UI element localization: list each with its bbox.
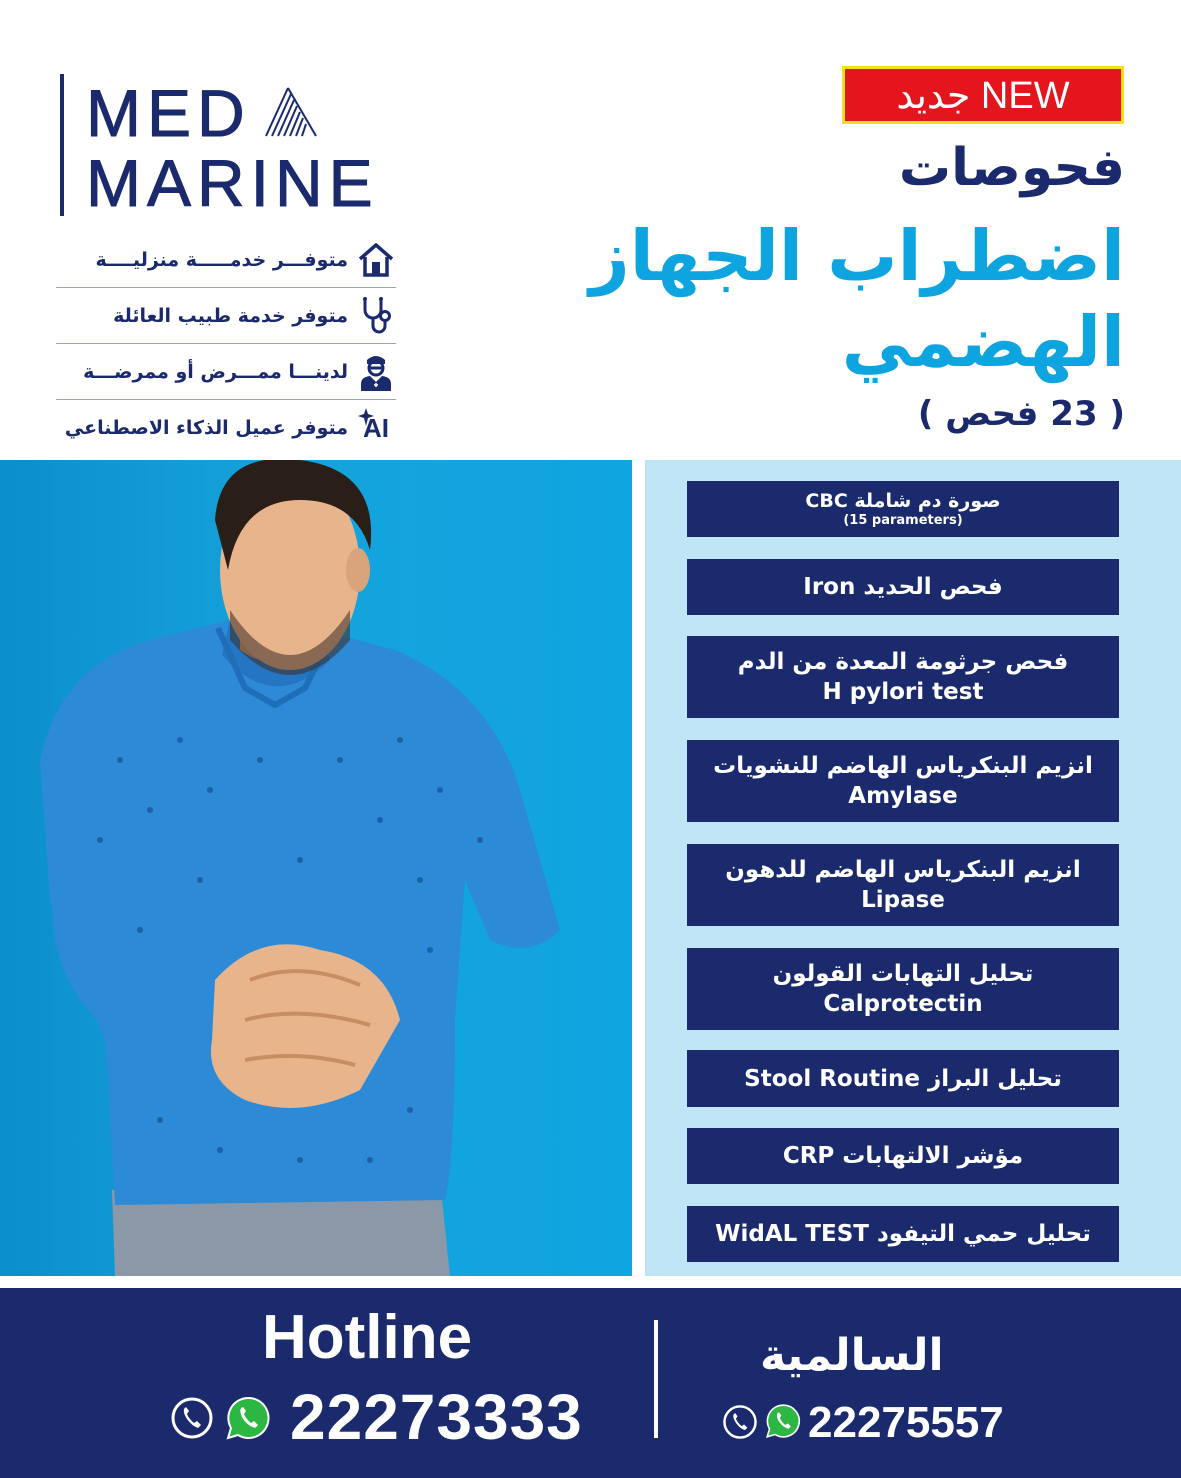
footer xyxy=(0,1288,1181,1478)
test-iron xyxy=(687,559,1119,615)
service-ai-text: متوفر عميل الذكاء الاصطناعي xyxy=(64,417,348,439)
service-family-doctor-text: متوفر خدمة طبيب العائلة xyxy=(113,304,348,327)
service-nurse xyxy=(56,344,396,400)
test-lipase-sub: Lipase xyxy=(861,887,945,913)
services-list xyxy=(56,232,396,456)
service-home xyxy=(56,232,396,288)
test-widal-title: تحليل حمي التيفود WidAL TEST xyxy=(715,1221,1091,1247)
test-cbc-title: صورة دم شاملة CBC xyxy=(805,490,1001,512)
ai-sparkle-icon xyxy=(356,408,396,448)
patient-photo xyxy=(0,460,632,1276)
hotline-label: Hotline xyxy=(262,1303,473,1372)
phone-icon xyxy=(170,1396,214,1440)
service-family-doctor xyxy=(56,288,396,344)
home-icon xyxy=(356,240,396,280)
new-badge: جديد NEW xyxy=(842,66,1124,124)
branch-phone-icon xyxy=(722,1404,758,1440)
man-holding-stomach-illustration xyxy=(0,460,632,1276)
branch-number[interactable]: 22275557 xyxy=(808,1398,1004,1447)
test-h-pylori-sub: H pylori test xyxy=(822,679,984,705)
test-h-pylori-title: فحص جرثومة المعدة من الدم xyxy=(737,649,1069,675)
logo-triangle-icon xyxy=(262,86,318,138)
stethoscope-icon xyxy=(356,296,396,336)
footer-divider xyxy=(654,1320,658,1438)
heading-title-line1: اضطراب الجهاز xyxy=(589,215,1125,297)
test-lipase xyxy=(687,844,1119,926)
hotline-number[interactable]: 22273333 xyxy=(290,1381,583,1453)
heading-test-count: ( 23 فحص ) xyxy=(917,394,1125,434)
test-amylase xyxy=(687,740,1119,822)
nurse-icon xyxy=(356,352,396,392)
heading-tests: فحوصات xyxy=(898,138,1125,198)
service-home-text: متوفـــر خدمـــــة منزليــــة xyxy=(95,248,348,271)
branch-label: السالمية xyxy=(760,1330,944,1381)
test-amylase-title: انزيم البنكرياس الهاضم للنشويات xyxy=(713,753,1093,779)
test-stool xyxy=(687,1050,1119,1107)
whatsapp-icon xyxy=(224,1394,272,1442)
heading-title-line2: الهضمي xyxy=(841,301,1125,383)
test-iron-title: فحص الحديد Iron xyxy=(803,574,1003,600)
branch-whatsapp-icon xyxy=(764,1402,802,1440)
test-calprotectin-title: تحليل التهابات القولون xyxy=(772,961,1034,987)
service-ai xyxy=(56,400,396,456)
tests-panel xyxy=(645,460,1181,1276)
test-stool-title: تحليل البراز Stool Routine xyxy=(744,1065,1062,1092)
logo-divider xyxy=(60,74,64,216)
test-cbc-sub: (15 parameters) xyxy=(843,513,963,528)
test-calprotectin-sub: Calprotectin xyxy=(823,991,983,1017)
ai-label: AI xyxy=(363,412,389,443)
test-calprotectin xyxy=(687,948,1119,1030)
test-crp xyxy=(687,1128,1119,1184)
test-h-pylori xyxy=(687,636,1119,718)
test-amylase-sub: Amylase xyxy=(848,783,958,809)
logo-text-med: MED xyxy=(86,76,251,150)
test-crp-title: مؤشر الالتهابات CRP xyxy=(782,1143,1024,1169)
logo-text-marine: MARINE xyxy=(86,146,379,220)
test-cbc xyxy=(687,481,1119,537)
test-lipase-title: انزيم البنكرياس الهاضم للدهون xyxy=(725,857,1081,883)
test-widal xyxy=(687,1206,1119,1262)
service-nurse-text: لدينـــا ممـــرض أو ممرضـــة xyxy=(83,360,348,383)
